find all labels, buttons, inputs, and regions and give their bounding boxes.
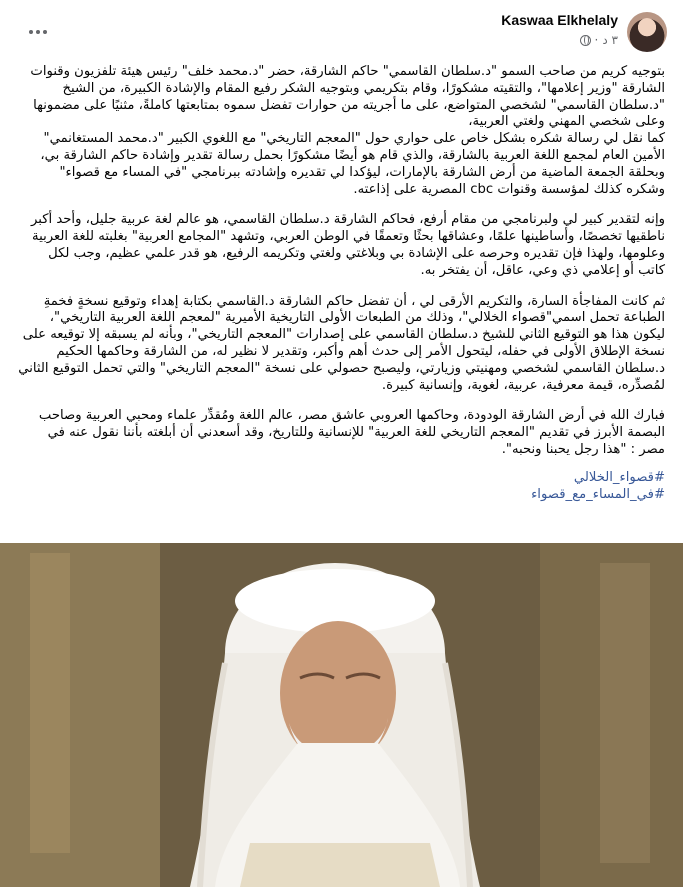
post-paragraph: وإنه لتقدير كبير لي ولبرنامجي من مقام أرفع، فحاكم الشارقة د.سلطان القاسمي، هو عالم لغة عربية جليل، وأحد أكبر ناطقيها تخصصًا، وأساطينها علمًا، وعشاقها بحثًا وتعمقًا في الوطن العربي، وتشهد "المجامع العربية" بغلبته للغة العربية وعلومها، ولهذا فإن تقديره وحرصه على الإشادة بي وبلاغتي ولغتي وتكريمه الرفيع، هو قدر علمي عظيم، وجب لكل كاتب أو إعلامي ذي وعي، عاقل، أن يفتخر به.: [30, 212, 665, 278]
post-paragraph: بتوجيه كريم من صاحب السمو "د.سلطان القاسمي" حاكم الشارقة، حضر "د.محمد خلف" رئيس هيئة تلفزيون وقنوات الشارقة "وزير إعلامها"، والتقيته مشكورًا، وقام بتكريمي وبتوجيه الشكر رفيع المقام والإشادة الكبيرة، من الشيخ "د.سلطان القاسمي" لشخصي المتواضع، على ما أجريته من حوارات تفضل سموه بمتابعتها كاملةً، مثنيًا على مضمونها وعلى شخصي المهني ولغتي العربية، كما نقل لي رسالة شكره بشكل خاص على حواري حول "المعجم التاريخي" مع اللغوي الكبير "د.محمد المستغانمي" الأمين العام لمجمع اللغة العربية بالشارقة، والذي قام هو أيضًا مشكورًا بحمل رسالة تقدير وإشادة حاكم الشارقة بي، وبحلقة الجمعة الماضية من أرض الشارقة بالإمارات، ليؤكدا لي تقديره وإشادته ببرنامجي "في المساء مع قصواء" وشكره كذلك لمؤسسة وقنوات cbc المصرية على إذاعته.: [30, 64, 665, 197]
hashtag-list: [18, 469, 665, 503]
portrait-illustration: [0, 543, 683, 887]
post-header: [0, 0, 683, 62]
hashtag-link[interactable]: #قصواء_الخلالي: [573, 469, 665, 485]
hashtag-link[interactable]: #في_المساء_مع_قصواء: [531, 486, 665, 502]
post-body: [18, 64, 665, 503]
post-time[interactable]: ٣ د: [602, 33, 618, 47]
globe-icon[interactable]: [580, 35, 591, 46]
post-paragraph: ثم كانت المفاجأة السارة، والتكريم الأرقى لي ، أن تفضل حاكم الشارقة د.القاسمي بكتابة إهداء وتوقيع نسخةٍ فخمةِ الطباعة تحمل اسمي"قصواء الخلالي"، وذلك من الطبعات الأولى التاريخية الأميرية "لمعجم اللغة العربية التاريخي"، ليكون هذا هو التوقيع الثاني للشيخ د.سلطان القاسمي على إصدارات "المعجم التاريخي"، وبأنه لم يسبقه إلا توقيعه على نسخة الإطلاق الأولى في حفله، ليتحول الأمر إلى حدث أهم وأكبر، وتقدير لا نظير له، من الشارقة وحاكمها الحكيم د.سلطان القاسمي لشخصي ومهنيتي وزيارتي، وليصبح حصولي على نسخة "المعجم التاريخي" والتي تحمل التوقيع الثاني لمُصدِّره، قيمة معرفية، عربية، لغوية، وإنسانية كبيرة.: [18, 293, 665, 393]
post-paragraph: فبارك الله في أرض الشارقة الودودة، وحاكمها العروبي عاشق مصر، عالم اللغة ومُقدِّر علماء ومحبي العربية وصاحب البصمة الأبرز في تقديم "المعجم التاريخي للغة العربية" للإنسانية وللتاريخ، وقد أسعدني أن أبلغته بأننا نقول عنه في مصر : "هذا رجل يحبنا ونحبه".: [38, 408, 665, 457]
avatar[interactable]: [627, 12, 667, 52]
post-photo[interactable]: [0, 543, 683, 887]
post-meta: [580, 33, 618, 47]
more-options-icon[interactable]: [24, 22, 52, 42]
post-dot: ·: [594, 33, 599, 47]
post-author-name[interactable]: Kaswaa Elkhelaly: [501, 12, 618, 28]
